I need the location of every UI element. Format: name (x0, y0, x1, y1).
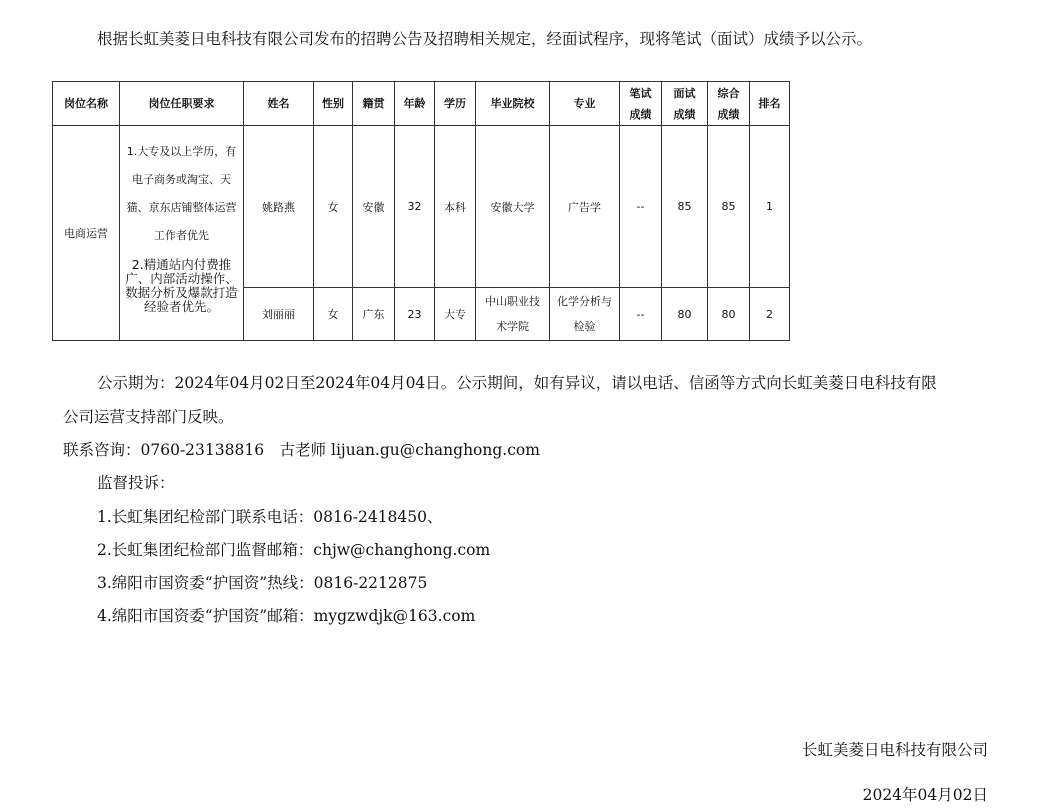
header-written-score: 笔试 成绩 (620, 82, 662, 126)
header-major: 专业 (550, 82, 620, 126)
candidate-gender: 女 (314, 288, 353, 341)
table-header-row (53, 82, 790, 126)
candidate-major: 广告学 (550, 126, 620, 288)
candidate-age: 23 (395, 288, 435, 341)
signature-company: 长虹美菱日电科技有限公司 (801, 741, 988, 759)
header-school: 毕业院校 (476, 82, 550, 126)
supervision-item-1: 1.长虹集团纪检部门联系电话：0816-2418450、 (97, 508, 443, 526)
header-origin: 籍贯 (353, 82, 395, 126)
header-name: 姓名 (244, 82, 314, 126)
requirement-2: 2.精通站内付费推广、内部活动操作、数据分析及爆款打造经验者优先。 (125, 257, 238, 314)
candidate-name: 刘丽丽 (244, 288, 314, 341)
supervision-item-2: 2.长虹集团纪检部门监督邮箱：chjw@changhong.com (97, 541, 491, 559)
intro-paragraph: 根据长虹美菱日电科技有限公司发布的招聘公告及招聘相关规定，经面试程序，现将笔试（面试）成绩予以公示。 (97, 30, 873, 48)
header-gender: 性别 (314, 82, 353, 126)
rank: 1 (750, 126, 790, 288)
candidate-name: 姚路燕 (244, 126, 314, 288)
candidate-origin: 广东 (353, 288, 395, 341)
total-score: 80 (708, 288, 750, 341)
candidate-origin: 安徽 (353, 126, 395, 288)
header-requirements: 岗位任职要求 (120, 82, 244, 126)
position-cell: 电商运营 (53, 126, 120, 341)
header-rank: 排名 (750, 82, 790, 126)
notice-period-line1: 公示期为：2024年04月02日至2024年04月04日。公示期间，如有异议，请以电话、信函等方式向长虹美菱日电科技有限 (97, 374, 937, 392)
rank: 2 (750, 288, 790, 341)
supervision-item-4: 4.绵阳市国资委“护国资”邮箱：mygzwdjk@163.com (97, 607, 476, 625)
requirement-1: 1.大专及以上学历，有电子商务或淘宝、天猫、京东店铺整体运营工作者优先 (126, 145, 237, 242)
supervision-item-3: 3.绵阳市国资委“护国资”热线：0816-2212875 (97, 574, 428, 592)
requirements-cell (120, 126, 244, 341)
supervision-title: 监督投诉： (97, 474, 175, 492)
total-score: 85 (708, 126, 750, 288)
interview-score: 80 (662, 288, 708, 341)
candidate-school: 安徽大学 (476, 126, 550, 288)
candidate-education: 本科 (435, 126, 476, 288)
results-table (52, 81, 790, 341)
table-row (53, 126, 790, 288)
candidate-gender: 女 (314, 126, 353, 288)
contact-line: 联系咨询：0760-23138816 古老师 lijuan.gu@changhong.com (63, 441, 540, 459)
header-interview-score: 面试 成绩 (662, 82, 708, 126)
candidate-age: 32 (395, 126, 435, 288)
candidate-education: 大专 (435, 288, 476, 341)
interview-score: 85 (662, 126, 708, 288)
candidate-school: 中山职业技术学院 (476, 288, 550, 341)
header-education: 学历 (435, 82, 476, 126)
candidate-major: 化学分析与检验 (550, 288, 620, 341)
written-score: -- (620, 288, 662, 341)
written-score: -- (620, 126, 662, 288)
header-position: 岗位名称 (53, 82, 120, 126)
header-age: 年龄 (395, 82, 435, 126)
signature-date: 2024年04月02日 (862, 786, 988, 804)
header-total-score: 综合 成绩 (708, 82, 750, 126)
notice-period-line2: 公司运营支持部门反映。 (63, 408, 234, 426)
